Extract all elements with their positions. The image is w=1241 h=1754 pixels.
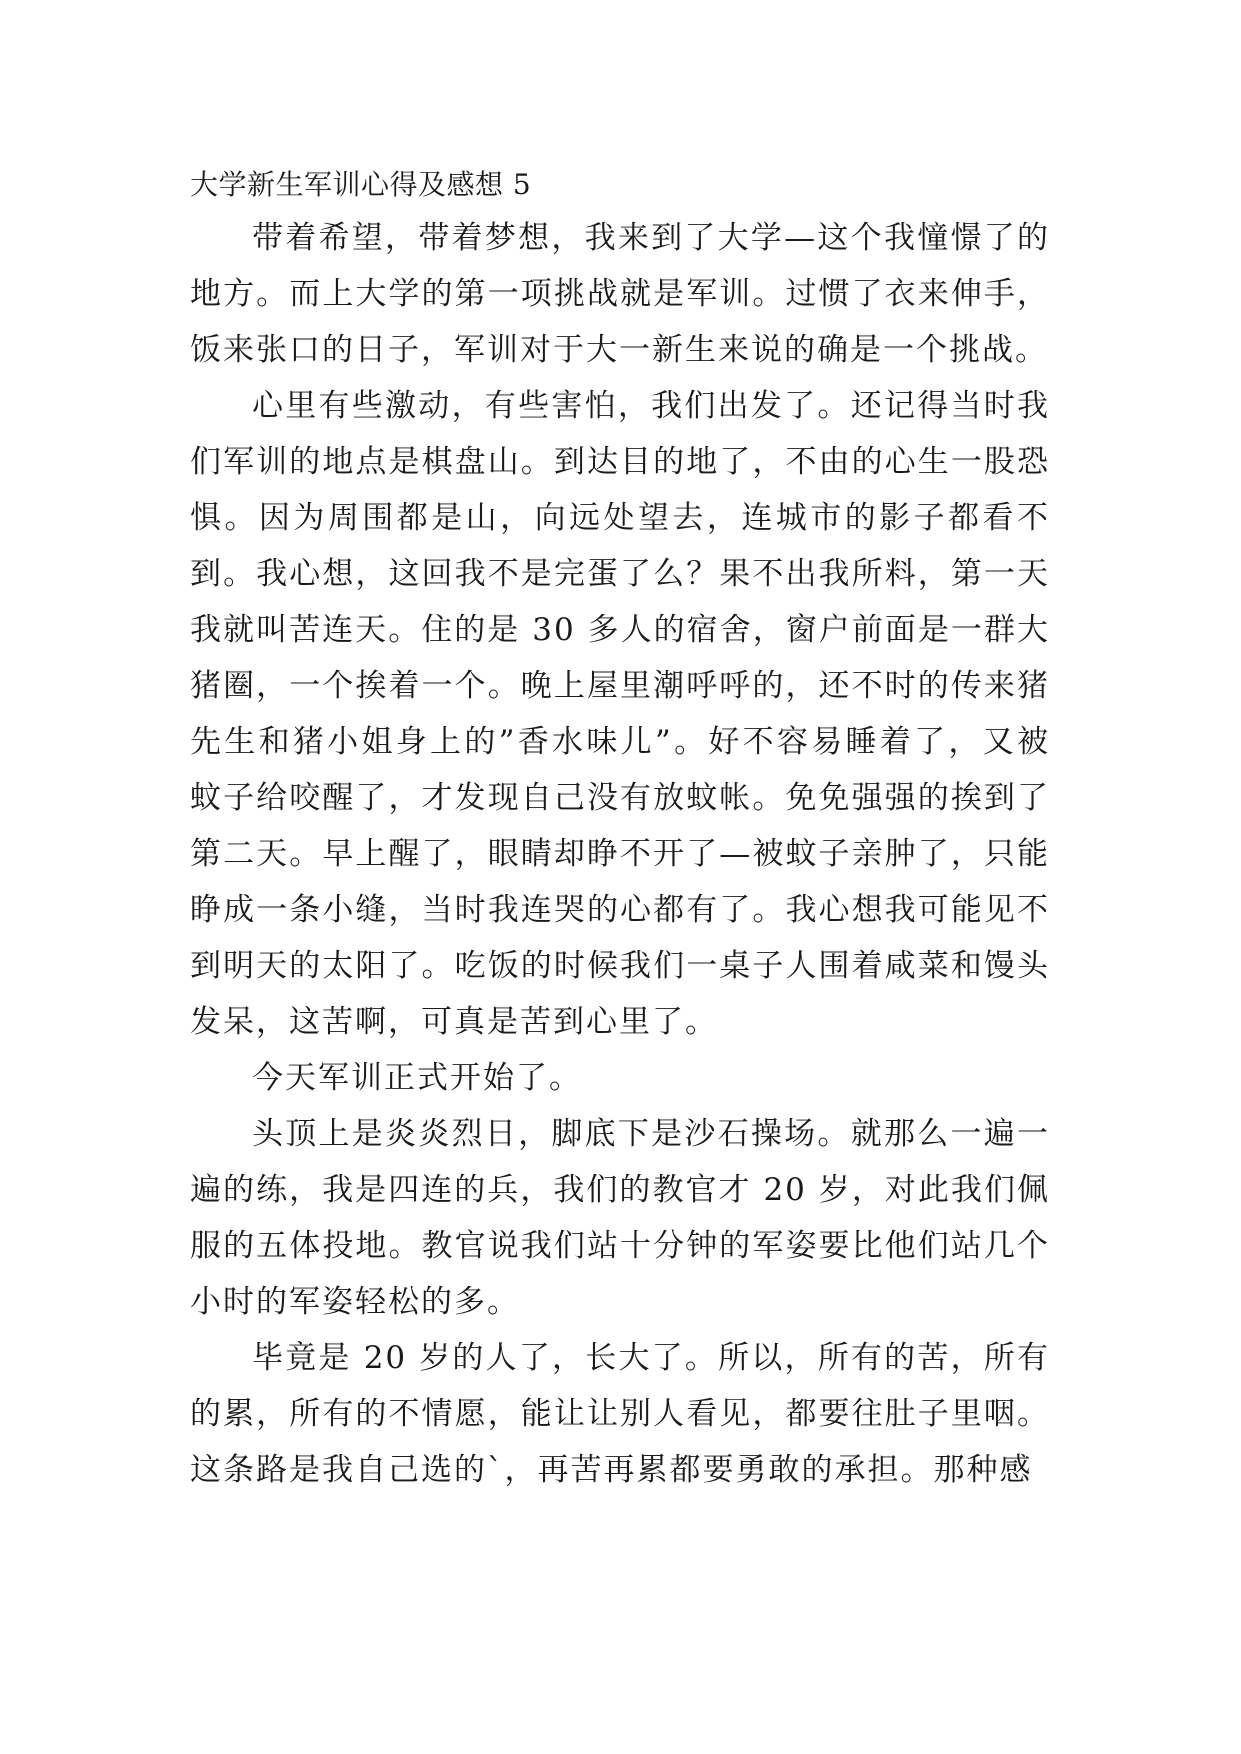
paragraph-1: 带着希望，带着梦想，我来到了大学—这个我憧憬了的地方。而上大学的第一项挑战就是军训。过惯了衣来伸手，饭来张口的日子，军训对于大一新生来说的确是一个挑战。	[190, 220, 1050, 368]
paragraph-3: 今天军训正式开始了。	[252, 1060, 582, 1096]
paragraph-5: 毕竟是 20 岁的人了，长大了。所以，所有的苦，所有的累，所有的不情愿，能让让别人看见，都要往肚子里咽。这条路是我自己选的`，再苦再累都要勇敢的承担。那种感	[190, 1340, 1050, 1488]
document-title: 大学新生军训心得及感想 5	[190, 168, 532, 201]
paragraph-2: 心里有些激动，有些害怕，我们出发了。还记得当时我们军训的地点是棋盘山。到达目的地了，不由的心生一股恐惧。因为周围都是山，向远处望去，连城市的影子都看不到。我心想，这回我不是完蛋了么？果不出我所料，第一天我就叫苦连天。住的是 30 多人的宿舍，窗户前面是一群大猪圈，一个挨着一个。晚上屋里潮呼呼的，还不时的传来猪先生和猪小姐身上的”香水味儿”。好不容易睡着了，又被蚊子给咬醒了，才发现自己没有放蚊帐。免免强强的挨到了第二天。早上醒了，眼睛却睁不开了—被蚊子亲肿了，只能睁成一条小缝，当时我连哭的心都有了。我心想我可能见不到明天的太阳了。吃饭的时候我们一桌子人围着咸菜和馒头发呆，这苦啊，可真是苦到心里了。	[190, 388, 1050, 1040]
document-body	[190, 160, 1050, 1498]
paragraph-4: 头顶上是炎炎烈日，脚底下是沙石操场。就那么一遍一遍的练，我是四连的兵，我们的教官才 20 岁，对此我们佩服的五体投地。教官说我们站十分钟的军姿要比他们站几个小时的军姿轻松的多。	[190, 1116, 1050, 1320]
